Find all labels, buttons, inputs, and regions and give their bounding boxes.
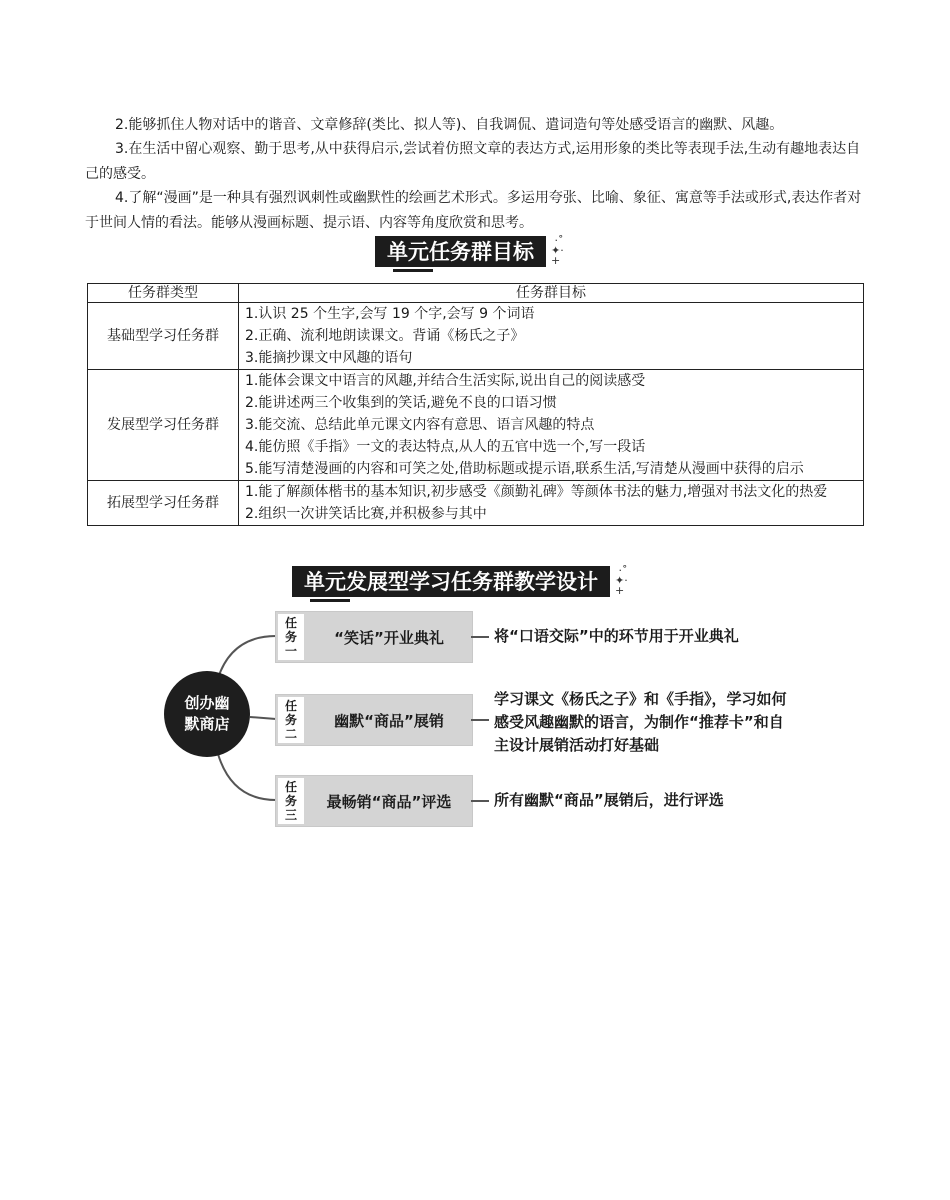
task-tag [276,776,306,826]
hub-label: 创办幽默商店 [184,694,230,733]
goal-item: 2.正确、流利地朗读课文。背诵《杨氏之子》 [245,328,525,344]
task-tag-char: 务 [284,794,297,808]
task-name: 最畅销“商品”评选 [326,792,452,811]
task-tag-char: 三 [284,808,297,822]
goal-paragraph-3: 3.在生活中留心观察、勤于思考,从中获得启示,尝试着仿照文章的表达方式,运用形象的类比等表现手法,生动有趣地表达自己的感受。 [85,141,861,182]
goal-item: 2.组织一次讲笑话比赛,并积极参与其中 [245,506,487,522]
task-box-3 [275,775,473,827]
task-description: 所有幽默“商品”展销后，进行评选 [494,791,724,809]
goal-item: 5.能写清楚漫画的内容和可笑之处,借助标题或提示语,联系生活,写清楚从漫画中获得的启示 [245,461,804,477]
task-name: “笑话”开业典礼 [334,628,444,647]
header-goals: 任务群目标 [239,284,864,303]
task-connector [471,636,489,638]
task-tag-char: 务 [284,630,297,644]
header-type: 任务群类型 [88,284,239,303]
goal-item: 1.能了解颜体楷书的基本知识,初步感受《颜勤礼碑》等颜体书法的魅力,增强对书法文化的热爱 [245,484,828,500]
row-type: 拓展型学习任务群 [88,481,239,526]
task-description: 将“口语交际”中的环节用于开业典礼 [494,627,739,645]
task-tag [276,695,306,745]
task-tag-char: 一 [284,644,297,658]
branch-line-1 [218,636,276,678]
section-title-text: 单元发展型学习任务群教学设计 [292,566,610,597]
mindmap-hub [164,671,250,757]
branch-line-2 [250,717,276,719]
task-tag-char: 务 [284,713,297,727]
goal-item: 4.能仿照《手指》一文的表达特点,从人的五官中选一个,写一段话 [245,439,646,455]
row-type: 基础型学习任务群 [88,303,239,370]
task-tag-char: 任 [284,699,297,713]
goal-item: 1.能体会课文中语言的风趣,并结合生活实际,说出自己的阅读感受 [245,373,646,389]
task-tag [276,612,306,662]
task-connector [471,719,489,721]
goal-item: 3.能交流、总结此单元课文内容有意思、语言风趣的特点 [245,417,595,433]
sparkle-icon: ·˚ ✦· + [551,234,564,267]
goal-paragraph-2: 2.能够抓住人物对话中的谐音、文章修辞(类比、拟人等)、自我调侃、遣词造句等处感受语言的幽默、风趣。 [115,117,784,133]
goal-item: 3.能摘抄课文中风趣的语句 [245,350,413,366]
task-box-1 [275,611,473,663]
goal-item: 1.认识 25 个生字,会写 19 个字,会写 9 个词语 [245,306,535,322]
task-tag-char: 任 [284,616,297,630]
branch-line-3 [218,754,276,800]
task-description: 学习课文《杨氏之子》和《手指》，学习如何感受风趣幽默的语言，为制作“推荐卡”和自主设计展销活动打好基础 [494,690,787,754]
task-connector [471,800,489,802]
section-title-text: 单元任务群目标 [375,236,546,267]
goal-paragraph-4: 4.了解“漫画”是一种具有强烈讽刺性或幽默性的绘画艺术形式。多运用夸张、比喻、象征、寓意等手法或形式,表达作者对于世间人情的看法。能够从漫画标题、提示语、内容等角度欣赏和思考。 [85,190,862,231]
task-box-2 [275,694,473,746]
task-tag-char: 二 [284,727,297,741]
task-tag-char: 任 [284,780,297,794]
sparkle-icon: ·˚ ✦· + [615,564,628,597]
task-name: 幽默“商品”展销 [334,711,444,730]
row-type: 发展型学习任务群 [88,370,239,481]
goal-item: 2.能讲述两三个收集到的笑话,避免不良的口语习惯 [245,395,557,411]
